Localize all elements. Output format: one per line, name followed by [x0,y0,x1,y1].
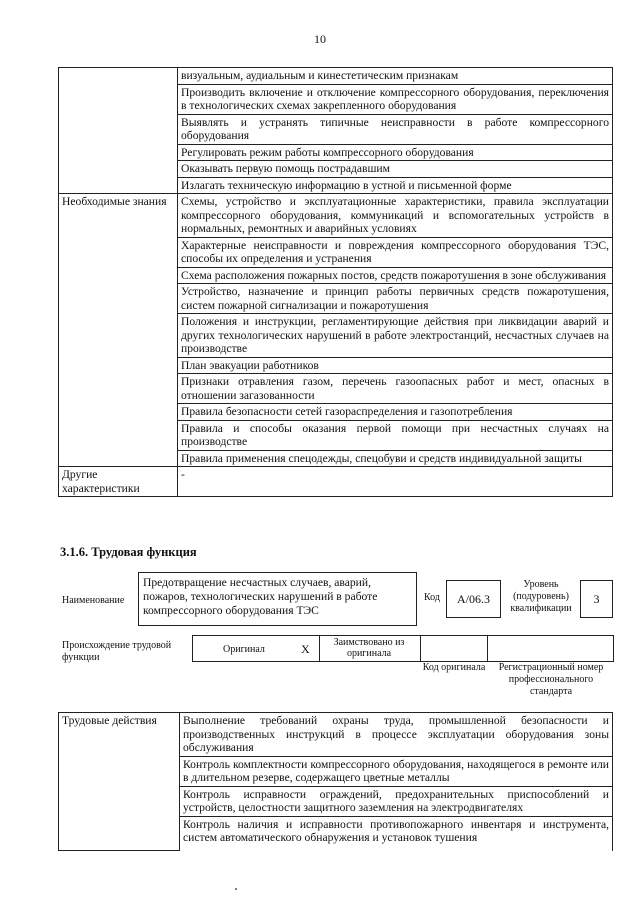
borrowed-label: Заимствовано из оригинала [333,637,405,659]
skills-knowledge-table [58,67,613,497]
name-label: Наименование [62,595,125,606]
code-label: Код [424,592,440,603]
page-number: 10 [314,32,326,46]
table-cell: Контроль комплектности компрессорного оборудования, находящегося в ремонте или в длительном резерве, содержащего цветные металлы [180,756,613,786]
section-title: 3.1.6. Трудовая функция [60,545,197,559]
table-cell: - [178,467,613,497]
row-label: Другие характеристики [59,467,178,497]
table-row [59,467,613,497]
level-value: 3 [580,580,613,618]
table-cell: Правила применения спецодежды, спецобуви и средств индивидуальной защиты [178,450,613,467]
table-cell: Выполнение требований охраны труда, промышленной безопасности и производственных инструкций в процессе эксплуатации оборудования зоны обслуживания [180,713,613,757]
page-mark [235,888,237,890]
row-label: Трудовые действия [59,713,180,851]
table-cell: Схемы, устройство и эксплуатационные характеристики, правила эксплуатации компрессорного оборудования, коммуникаций и вспомогательных устройств в нормальных, ремонтных и аварийных условиях [178,194,613,238]
table-cell: Признаки отравления газом, перечень газоопасных работ и мест, опасных в отношении загазованности [178,374,613,404]
reg-number-caption: Регистрационный номер профессионального стандарта [498,662,604,697]
code-value: A/06.3 [446,580,501,618]
level-label: Уровень (подуровень) квалификации [510,579,572,614]
name-value-box [138,572,417,626]
table-row [59,713,613,757]
table-cell: визуальным, аудиальным и кинестетическим признакам [178,68,613,85]
table-cell: Правила и способы оказания первой помощи при несчастных случаях на производстве [178,420,613,450]
table-cell: Регулировать режим работы компрессорного оборудования [178,144,613,161]
table-cell: Устройство, назначение и принцип работы первичных средств пожаротушения, систем пожарной сигнализации и пожаротушения [178,284,613,314]
table-cell: Выявлять и устранять типичные неисправности в работе компрессорного оборудования [178,114,613,144]
origin-table [192,635,614,662]
table-row [59,194,613,238]
labor-actions-table [58,712,613,851]
row-label [59,68,178,194]
code-original-caption: Код оригинала [422,662,486,673]
table-cell: План эвакуации работников [178,357,613,374]
table-cell: Контроль исправности ограждений, предохранительных приспособлений и устройств, целостности защитного заземления на электродвигателях [180,786,613,816]
table-cell: Излагать техническую информацию в устной и письменной форме [178,177,613,194]
table-cell: Контроль наличия и исправности противопожарного инвентаря и инструмента, систем автоматического обнаружения и установок тушения [180,816,613,851]
origin-label: Происхождение трудовой функции [62,640,172,663]
table-cell: Положения и инструкции, регламентирующие действия при ликвидации аварий и других технологических нарушений в работе электростанций, несчастных случаев на производстве [178,314,613,358]
original-label: Оригинал [223,644,265,655]
table-cell: Схема расположения пожарных постов, средств пожаротушения в зоне обслуживания [178,267,613,284]
name-value: Предотвращение несчастных случаев, аварий, пожаров, технологических нарушений в работе компрессорного оборудования ТЭС [143,576,378,617]
table-cell: Характерные неисправности и повреждения компрессорного оборудования ТЭС, способы их определения и устранения [178,237,613,267]
table-cell: Правила безопасности сетей газораспределения и газопотребления [178,404,613,421]
table-cell: Оказывать первую помощь пострадавшим [178,161,613,178]
table-cell: Производить включение и отключение компрессорного оборудования, переключения в технологических схемах закрепленного оборудования [178,84,613,114]
original-mark: X [301,642,310,656]
row-label: Необходимые знания [59,194,178,467]
table-row [59,68,613,85]
